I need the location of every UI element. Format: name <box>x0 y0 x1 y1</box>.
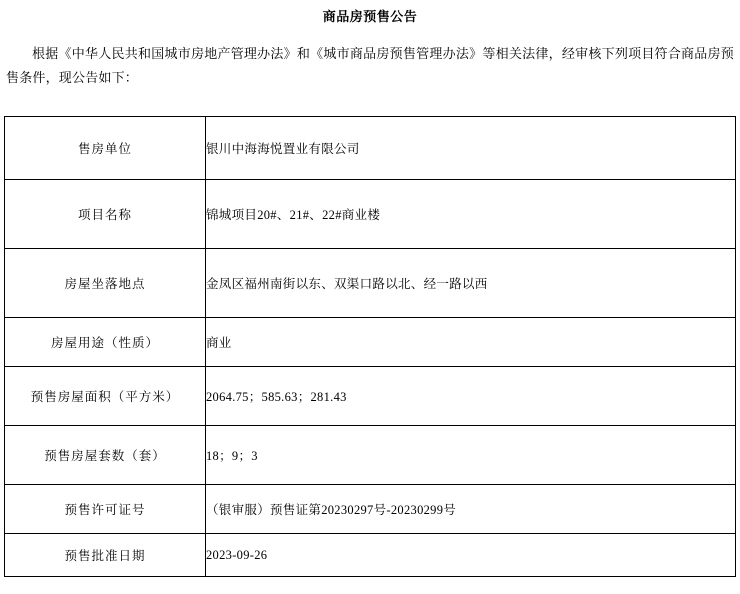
row-label: 房屋用途（性质） <box>5 318 206 367</box>
row-label: 房屋坐落地点 <box>5 249 206 318</box>
table-row <box>5 426 736 485</box>
table-row <box>5 117 736 180</box>
row-value: （银审服）预售证第20230297号-20230299号 <box>206 485 736 534</box>
table-row <box>5 249 736 318</box>
row-value: 18；9；3 <box>206 426 736 485</box>
table-row <box>5 534 736 577</box>
table-row <box>5 318 736 367</box>
presale-info-table <box>4 116 736 577</box>
page-title: 商品房预售公告 <box>322 9 418 24</box>
row-value: 锦城项目20#、21#、22#商业楼 <box>206 180 736 249</box>
table-row <box>5 180 736 249</box>
row-label: 预售批准日期 <box>5 534 206 577</box>
document-page <box>0 8 740 594</box>
row-label: 项目名称 <box>5 180 206 249</box>
table-row <box>5 367 736 426</box>
row-value: 2023-09-26 <box>206 534 736 577</box>
row-label: 售房单位 <box>5 117 206 180</box>
table-row <box>5 485 736 534</box>
intro-paragraph: 根据《中华人民共和国城市房地产管理办法》和《城市商品房预售管理办法》等相关法律，经审核下列项目符合商品房预售条件，现公告如下： <box>6 46 734 85</box>
row-value: 商业 <box>206 318 736 367</box>
info-table-wrapper <box>4 116 736 577</box>
row-label: 预售房屋套数（套） <box>5 426 206 485</box>
row-value: 2064.75；585.63；281.43 <box>206 367 736 426</box>
row-label: 预售许可证号 <box>5 485 206 534</box>
row-value: 金凤区福州南街以东、双渠口路以北、经一路以西 <box>206 249 736 318</box>
row-label: 预售房屋面积（平方米） <box>5 367 206 426</box>
row-value: 银川中海海悦置业有限公司 <box>206 117 736 180</box>
